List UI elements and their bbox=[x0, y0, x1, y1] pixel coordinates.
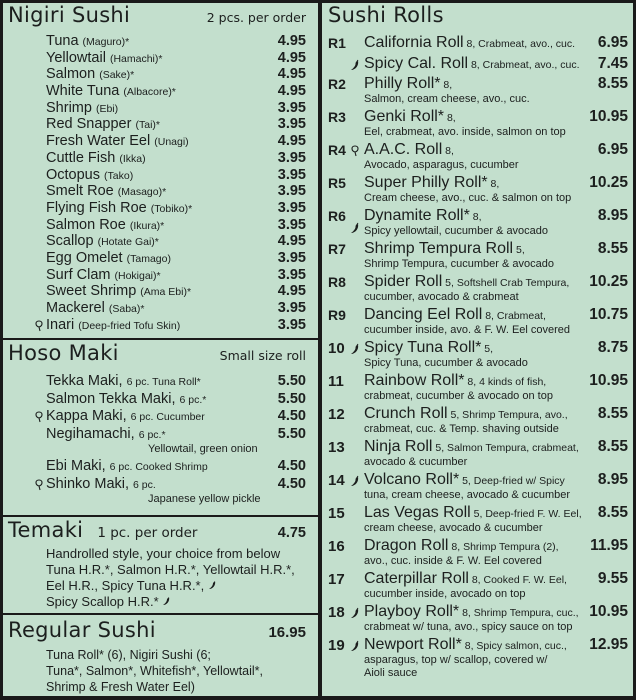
item-detail: (Deep-fried Tofu Skin) bbox=[78, 319, 181, 332]
roll-price: 8.75 bbox=[597, 339, 628, 356]
temaki-line: Spicy Scallop H.R.* bbox=[46, 594, 159, 609]
roll-price: 7.45 bbox=[597, 54, 628, 72]
roll-item bbox=[328, 207, 628, 240]
section-title: Hoso Maki bbox=[8, 341, 119, 365]
temaki-line: Tuna H.R.*, Salmon H.R.*, Yellowtail H.R.*, bbox=[46, 562, 295, 577]
item-detail: (Albacore)* bbox=[123, 86, 176, 99]
item-price: 3.95 bbox=[277, 316, 306, 333]
roll-price: 10.95 bbox=[589, 108, 628, 125]
item-detail: 6 pc.* bbox=[179, 393, 207, 406]
menu-item bbox=[8, 391, 306, 409]
roll-price: 6.95 bbox=[597, 34, 628, 51]
menu-item bbox=[8, 183, 306, 200]
section-divider bbox=[3, 515, 319, 517]
roll-name: Spicy Tuna Roll* bbox=[364, 339, 482, 356]
menu-item bbox=[8, 217, 306, 234]
menu-item bbox=[8, 233, 306, 250]
roll-number: 13 bbox=[328, 439, 345, 456]
roll-number: R7 bbox=[328, 241, 346, 257]
section-note: 2 pcs. per order bbox=[206, 10, 306, 25]
roll-number: 11 bbox=[328, 373, 344, 390]
item-detail: (Hokigai)* bbox=[114, 269, 161, 282]
roll-price: 8.55 bbox=[597, 75, 628, 92]
menu-item bbox=[8, 283, 306, 300]
vegetarian-leaf-icon bbox=[350, 145, 360, 157]
roll-item bbox=[328, 603, 628, 636]
roll-number: R3 bbox=[328, 109, 346, 125]
roll-detail: 8, bbox=[442, 145, 454, 157]
section-divider bbox=[3, 613, 319, 615]
roll-detail: 8, bbox=[440, 79, 453, 91]
roll-description: Shrimp Tempura, cucumber & avocado bbox=[364, 258, 554, 270]
section-note: 1 pc. per order bbox=[97, 525, 198, 541]
roll-number: 15 bbox=[328, 505, 345, 522]
roll-detail: 5, Deep-fried F. W. Eel, bbox=[470, 508, 582, 520]
roll-number: R5 bbox=[328, 175, 346, 191]
roll-description: Avocado, asparagus, cucumber bbox=[364, 159, 519, 171]
roll-price: 10.75 bbox=[589, 306, 628, 323]
spicy-pepper-icon bbox=[350, 475, 360, 487]
menu-item bbox=[8, 100, 306, 117]
roll-name: Dragon Roll bbox=[364, 537, 449, 554]
roll-number: R4 bbox=[328, 142, 346, 158]
menu-item bbox=[8, 300, 306, 317]
roll-item bbox=[328, 306, 628, 339]
item-name: Salmon Roe bbox=[46, 216, 126, 233]
section-divider bbox=[3, 338, 319, 340]
item-price: 5.50 bbox=[277, 373, 306, 389]
roll-number: 19 bbox=[328, 637, 345, 654]
roll-number: 16 bbox=[328, 538, 345, 555]
item-price: 3.95 bbox=[277, 99, 306, 116]
item-detail: (Maguro)* bbox=[82, 36, 130, 48]
roll-name: A.A.C. Roll bbox=[364, 141, 443, 158]
roll-description: Eel, crabmeat, avo. inside, salmon on top bbox=[364, 126, 566, 138]
roll-item bbox=[328, 141, 628, 174]
menu-item bbox=[8, 267, 306, 284]
item-detail: (Tobiko)* bbox=[150, 202, 193, 215]
roll-item bbox=[328, 339, 628, 372]
roll-item bbox=[328, 570, 628, 603]
item-description: Yellowtail, green onion bbox=[148, 443, 258, 455]
section-title: Sushi Rolls bbox=[328, 3, 444, 27]
item-detail: (Ikka) bbox=[119, 152, 146, 165]
roll-description: Spicy Tuna, cucumber & avocado bbox=[364, 357, 528, 369]
roll-number: 14 bbox=[328, 472, 345, 489]
roll-name: Las Vegas Roll bbox=[364, 504, 471, 521]
roll-description: crabmeat, cucumber & avocado on top bbox=[364, 390, 553, 402]
spicy-pepper-icon bbox=[350, 222, 360, 234]
roll-number: 17 bbox=[328, 571, 345, 588]
roll-name: Shrimp Tempura Roll bbox=[364, 240, 514, 257]
item-name: Shrimp bbox=[46, 99, 92, 116]
section-title: Nigiri Sushi bbox=[8, 3, 131, 27]
roll-detail: 5, bbox=[513, 244, 525, 256]
roll-detail: 8, bbox=[444, 112, 456, 124]
item-detail: 6 pc. Cooked Shrimp bbox=[109, 461, 208, 473]
section-title: Regular Sushi bbox=[8, 618, 156, 642]
regular-line: Tuna*, Salmon*, Whitefish*, Yellowtail*, bbox=[46, 664, 264, 678]
roll-description: avo., cuc. inside & F. W. Eel covered bbox=[364, 555, 542, 567]
hoso-maki-section bbox=[8, 341, 306, 508]
roll-detail: 5, Salmon Tempura, crabmeat, bbox=[432, 442, 579, 454]
item-detail: (Ebi) bbox=[95, 102, 119, 115]
roll-description: tuna, cream cheese, avocado & cucumber bbox=[364, 489, 571, 501]
item-name: Kappa Maki, bbox=[46, 408, 127, 424]
item-price: 3.95 bbox=[277, 149, 306, 166]
item-price: 3.95 bbox=[277, 266, 306, 283]
menu-item bbox=[8, 373, 306, 391]
temaki-line: Eel H.R., Spicy Tuna H.R.*, bbox=[46, 578, 205, 593]
roll-item bbox=[328, 273, 628, 306]
spicy-pepper-icon bbox=[350, 343, 360, 355]
temaki-section bbox=[8, 518, 306, 610]
item-price: 3.95 bbox=[277, 216, 306, 233]
roll-item bbox=[328, 174, 628, 207]
menu-item bbox=[8, 476, 306, 494]
roll-price: 6.95 bbox=[597, 141, 628, 158]
roll-item bbox=[328, 405, 628, 438]
menu-item bbox=[8, 250, 306, 267]
item-description: Japanese yellow pickle bbox=[148, 493, 261, 505]
item-detail: (Ikura)* bbox=[129, 219, 165, 232]
menu-item bbox=[8, 458, 306, 476]
item-name: Inari bbox=[46, 316, 75, 333]
roll-number: 12 bbox=[328, 406, 345, 423]
roll-name: California Roll bbox=[364, 34, 464, 51]
roll-name: Playboy Roll* bbox=[364, 603, 460, 620]
section-header bbox=[328, 3, 628, 29]
roll-detail: 8, Cooked F. W. Eel, bbox=[468, 574, 567, 586]
vegetarian-leaf-icon bbox=[34, 411, 44, 423]
roll-price: 10.95 bbox=[589, 372, 628, 389]
spicy-pepper-icon bbox=[162, 596, 171, 606]
roll-item bbox=[328, 537, 628, 570]
roll-number: R1 bbox=[328, 35, 346, 51]
roll-description: asparagus, top w/ scallop, covered w/ bbox=[364, 654, 548, 666]
item-price: 4.95 bbox=[277, 83, 306, 100]
roll-name: Spider Roll bbox=[364, 273, 443, 290]
nigiri-section bbox=[8, 3, 306, 333]
roll-detail: 8, bbox=[487, 178, 500, 190]
roll-name: Super Philly Roll* bbox=[364, 174, 488, 191]
section-header bbox=[8, 341, 306, 367]
item-detail: (Tamago) bbox=[126, 252, 171, 265]
roll-name: Caterpillar Roll bbox=[364, 570, 469, 587]
roll-price: 12.95 bbox=[589, 636, 628, 653]
spicy-pepper-icon bbox=[208, 580, 217, 590]
item-price: 4.95 bbox=[277, 66, 306, 83]
item-name: Mackerel bbox=[46, 300, 105, 316]
roll-price: 11.95 bbox=[590, 537, 628, 554]
item-name: Tuna bbox=[46, 33, 79, 49]
item-name: Red Snapper bbox=[46, 116, 132, 133]
menu-item bbox=[8, 133, 306, 150]
roll-description: cucumber, avocado & crabmeat bbox=[364, 291, 519, 303]
item-name: Surf Clam bbox=[46, 266, 111, 283]
item-price: 3.95 bbox=[277, 166, 306, 183]
item-price: 3.95 bbox=[277, 300, 306, 316]
menu-item bbox=[8, 83, 306, 100]
item-detail: (Hamachi)* bbox=[109, 52, 163, 65]
item-name: Sweet Shrimp bbox=[46, 283, 137, 300]
menu-item bbox=[8, 66, 306, 83]
item-name: Salmon bbox=[46, 66, 96, 83]
roll-detail: 5, bbox=[481, 343, 494, 355]
item-price: 3.95 bbox=[277, 249, 306, 266]
menu-item bbox=[8, 50, 306, 67]
roll-price: 9.55 bbox=[597, 570, 628, 587]
item-detail: (Sake)* bbox=[99, 69, 135, 82]
item-name: Negihamachi, bbox=[46, 425, 135, 442]
spicy-pepper-icon bbox=[350, 59, 360, 71]
item-price: 4.95 bbox=[277, 283, 306, 300]
roll-description: Aioli sauce bbox=[364, 667, 418, 679]
item-detail: 6 pc. Cucumber bbox=[130, 411, 205, 423]
roll-name: Genki Roll* bbox=[364, 108, 445, 125]
roll-detail: 8, Crabmeat, avo., cuc. bbox=[463, 38, 576, 50]
roll-price: 8.55 bbox=[597, 405, 628, 422]
item-name: Fresh Water Eel bbox=[46, 133, 151, 150]
item-detail: 6 pc. Tuna Roll* bbox=[126, 376, 201, 388]
roll-description: crabmeat, cuc. & Temp. shaving outside bbox=[364, 423, 559, 435]
roll-description: Cream cheese, avo., cuc. & salmon on top bbox=[364, 192, 572, 204]
roll-detail: 5, Softshell Crab Tempura, bbox=[442, 277, 570, 289]
item-detail: 6 pc.* bbox=[138, 428, 166, 441]
roll-name: Crunch Roll bbox=[364, 405, 448, 422]
vegetarian-leaf-icon bbox=[34, 320, 44, 332]
item-detail: (Tai)* bbox=[135, 119, 160, 132]
section-note: Small size roll bbox=[219, 348, 306, 363]
roll-detail: 5, Shrimp Tempura, avo., bbox=[447, 409, 568, 421]
item-detail: (Tako) bbox=[104, 169, 134, 182]
roll-description: Spicy yellowtail, cucumber & avocado bbox=[364, 225, 549, 237]
spicy-pepper-icon bbox=[350, 607, 360, 619]
item-price: 4.95 bbox=[277, 33, 306, 49]
temaki-price: 4.75 bbox=[277, 525, 306, 541]
item-detail: (Unagi) bbox=[154, 136, 189, 149]
menu-item bbox=[8, 200, 306, 217]
roll-name: Volcano Roll* bbox=[364, 471, 460, 488]
regular-sushi-section bbox=[8, 618, 306, 695]
roll-name: Spicy Cal. Roll bbox=[364, 54, 469, 72]
roll-price: 8.55 bbox=[597, 504, 628, 521]
roll-detail: 8, 4 kinds of fish, bbox=[464, 376, 547, 388]
roll-price: 10.25 bbox=[589, 273, 628, 290]
roll-item bbox=[328, 438, 628, 471]
roll-item bbox=[328, 75, 628, 108]
roll-name: Dynamite Roll* bbox=[364, 207, 470, 224]
menu-item bbox=[8, 317, 306, 334]
section-header bbox=[8, 3, 306, 29]
item-price: 5.50 bbox=[277, 390, 306, 407]
item-name: Cuttle Fish bbox=[46, 149, 116, 166]
roll-detail: 8, Crabmeat, avo., cuc. bbox=[468, 58, 580, 71]
regular-line: Tuna Roll* (6), Nigiri Sushi (6; bbox=[46, 648, 211, 662]
sushi-rolls-section bbox=[328, 3, 628, 682]
item-name: White Tuna bbox=[46, 83, 120, 100]
menu-item bbox=[8, 426, 306, 444]
roll-description: avocado & cucumber bbox=[364, 456, 468, 468]
item-name: Tekka Maki, bbox=[46, 373, 123, 389]
roll-description: Salmon, cream cheese, avo., cuc. bbox=[364, 93, 530, 105]
vegetarian-leaf-icon bbox=[34, 479, 44, 491]
roll-item bbox=[328, 636, 628, 682]
roll-name: Rainbow Roll* bbox=[364, 372, 465, 389]
item-name: Salmon Tekka Maki, bbox=[46, 390, 176, 407]
item-name: Egg Omelet bbox=[46, 249, 123, 266]
menu-item bbox=[8, 167, 306, 184]
item-price: 4.95 bbox=[277, 133, 306, 150]
roll-price: 8.95 bbox=[597, 207, 628, 224]
roll-number: R9 bbox=[328, 307, 346, 323]
item-price: 4.50 bbox=[277, 475, 306, 492]
item-detail: (Hotate Gai)* bbox=[97, 236, 159, 249]
menu-item bbox=[8, 150, 306, 167]
item-price: 4.95 bbox=[277, 233, 306, 250]
roll-item bbox=[328, 504, 628, 537]
roll-price: 8.95 bbox=[597, 471, 628, 488]
roll-price: 10.95 bbox=[589, 603, 628, 620]
regular-sushi-price: 16.95 bbox=[268, 624, 306, 641]
roll-description: cucumber inside, avo. & F. W. Eel covered bbox=[364, 324, 571, 336]
item-name: Smelt Roe bbox=[46, 183, 114, 200]
roll-description: crabmeat w/ tuna, avo., spicy sauce on top bbox=[364, 621, 573, 633]
item-name: Yellowtail bbox=[46, 49, 106, 66]
item-detail: (Masago)* bbox=[117, 186, 167, 199]
roll-item bbox=[328, 471, 628, 504]
item-name: Octopus bbox=[46, 166, 100, 183]
item-name: Shinko Maki, bbox=[46, 475, 130, 492]
roll-detail: 8, Shrimp Tempura (2), bbox=[448, 541, 559, 553]
item-price: 3.95 bbox=[277, 199, 306, 216]
regular-line: Shrimp & Fresh Water Eel) bbox=[46, 680, 195, 694]
item-name: Ebi Maki, bbox=[46, 458, 106, 474]
temaki-line: Handrolled style, your choice from below bbox=[46, 546, 281, 561]
item-name: Flying Fish Roe bbox=[46, 199, 147, 216]
menu-item bbox=[8, 408, 306, 426]
column-divider bbox=[318, 0, 322, 700]
roll-number: 10 bbox=[328, 340, 345, 357]
roll-detail: 8, Spicy salmon, cuc., bbox=[461, 640, 567, 652]
item-price: 4.95 bbox=[277, 49, 306, 66]
roll-name: Philly Roll* bbox=[364, 75, 441, 92]
item-price: 3.95 bbox=[277, 116, 306, 133]
roll-name: Ninja Roll bbox=[364, 438, 433, 455]
roll-item bbox=[328, 55, 628, 76]
menu-item bbox=[8, 116, 306, 133]
roll-item bbox=[328, 372, 628, 405]
roll-item bbox=[328, 108, 628, 141]
roll-name: Dancing Eel Roll bbox=[364, 306, 483, 323]
item-name: Scallop bbox=[46, 233, 94, 250]
item-price: 3.95 bbox=[277, 183, 306, 200]
item-detail: (Saba)* bbox=[108, 303, 145, 315]
item-price: 4.50 bbox=[277, 458, 306, 474]
item-price: 5.50 bbox=[277, 425, 306, 442]
roll-price: 10.25 bbox=[589, 174, 628, 191]
spicy-pepper-icon bbox=[350, 640, 360, 652]
roll-detail: 5, Deep-fried w/ Spicy bbox=[459, 475, 565, 487]
roll-description: cream cheese, avocado & cucumber bbox=[364, 522, 543, 534]
roll-detail: 8, Shrimp Tempura, cuc., bbox=[459, 607, 579, 619]
item-price: 4.50 bbox=[277, 408, 306, 424]
roll-number: R2 bbox=[328, 76, 346, 92]
roll-name: Newport Roll* bbox=[364, 636, 462, 653]
roll-detail: 8, Crabmeat, bbox=[482, 310, 546, 322]
item-detail: 6 pc. bbox=[133, 478, 156, 491]
roll-price: 8.55 bbox=[597, 438, 628, 455]
roll-number: 18 bbox=[328, 604, 345, 621]
roll-number: R6 bbox=[328, 208, 346, 224]
roll-price: 8.55 bbox=[597, 240, 628, 257]
roll-detail: 8, bbox=[469, 211, 482, 223]
roll-number: R8 bbox=[328, 274, 346, 290]
section-title: Temaki bbox=[8, 518, 84, 542]
roll-description: cucumber inside, avocado on top bbox=[364, 588, 526, 600]
roll-item bbox=[328, 34, 628, 55]
menu-item bbox=[8, 33, 306, 50]
roll-item bbox=[328, 240, 628, 273]
item-detail: (Ama Ebi)* bbox=[140, 286, 192, 299]
